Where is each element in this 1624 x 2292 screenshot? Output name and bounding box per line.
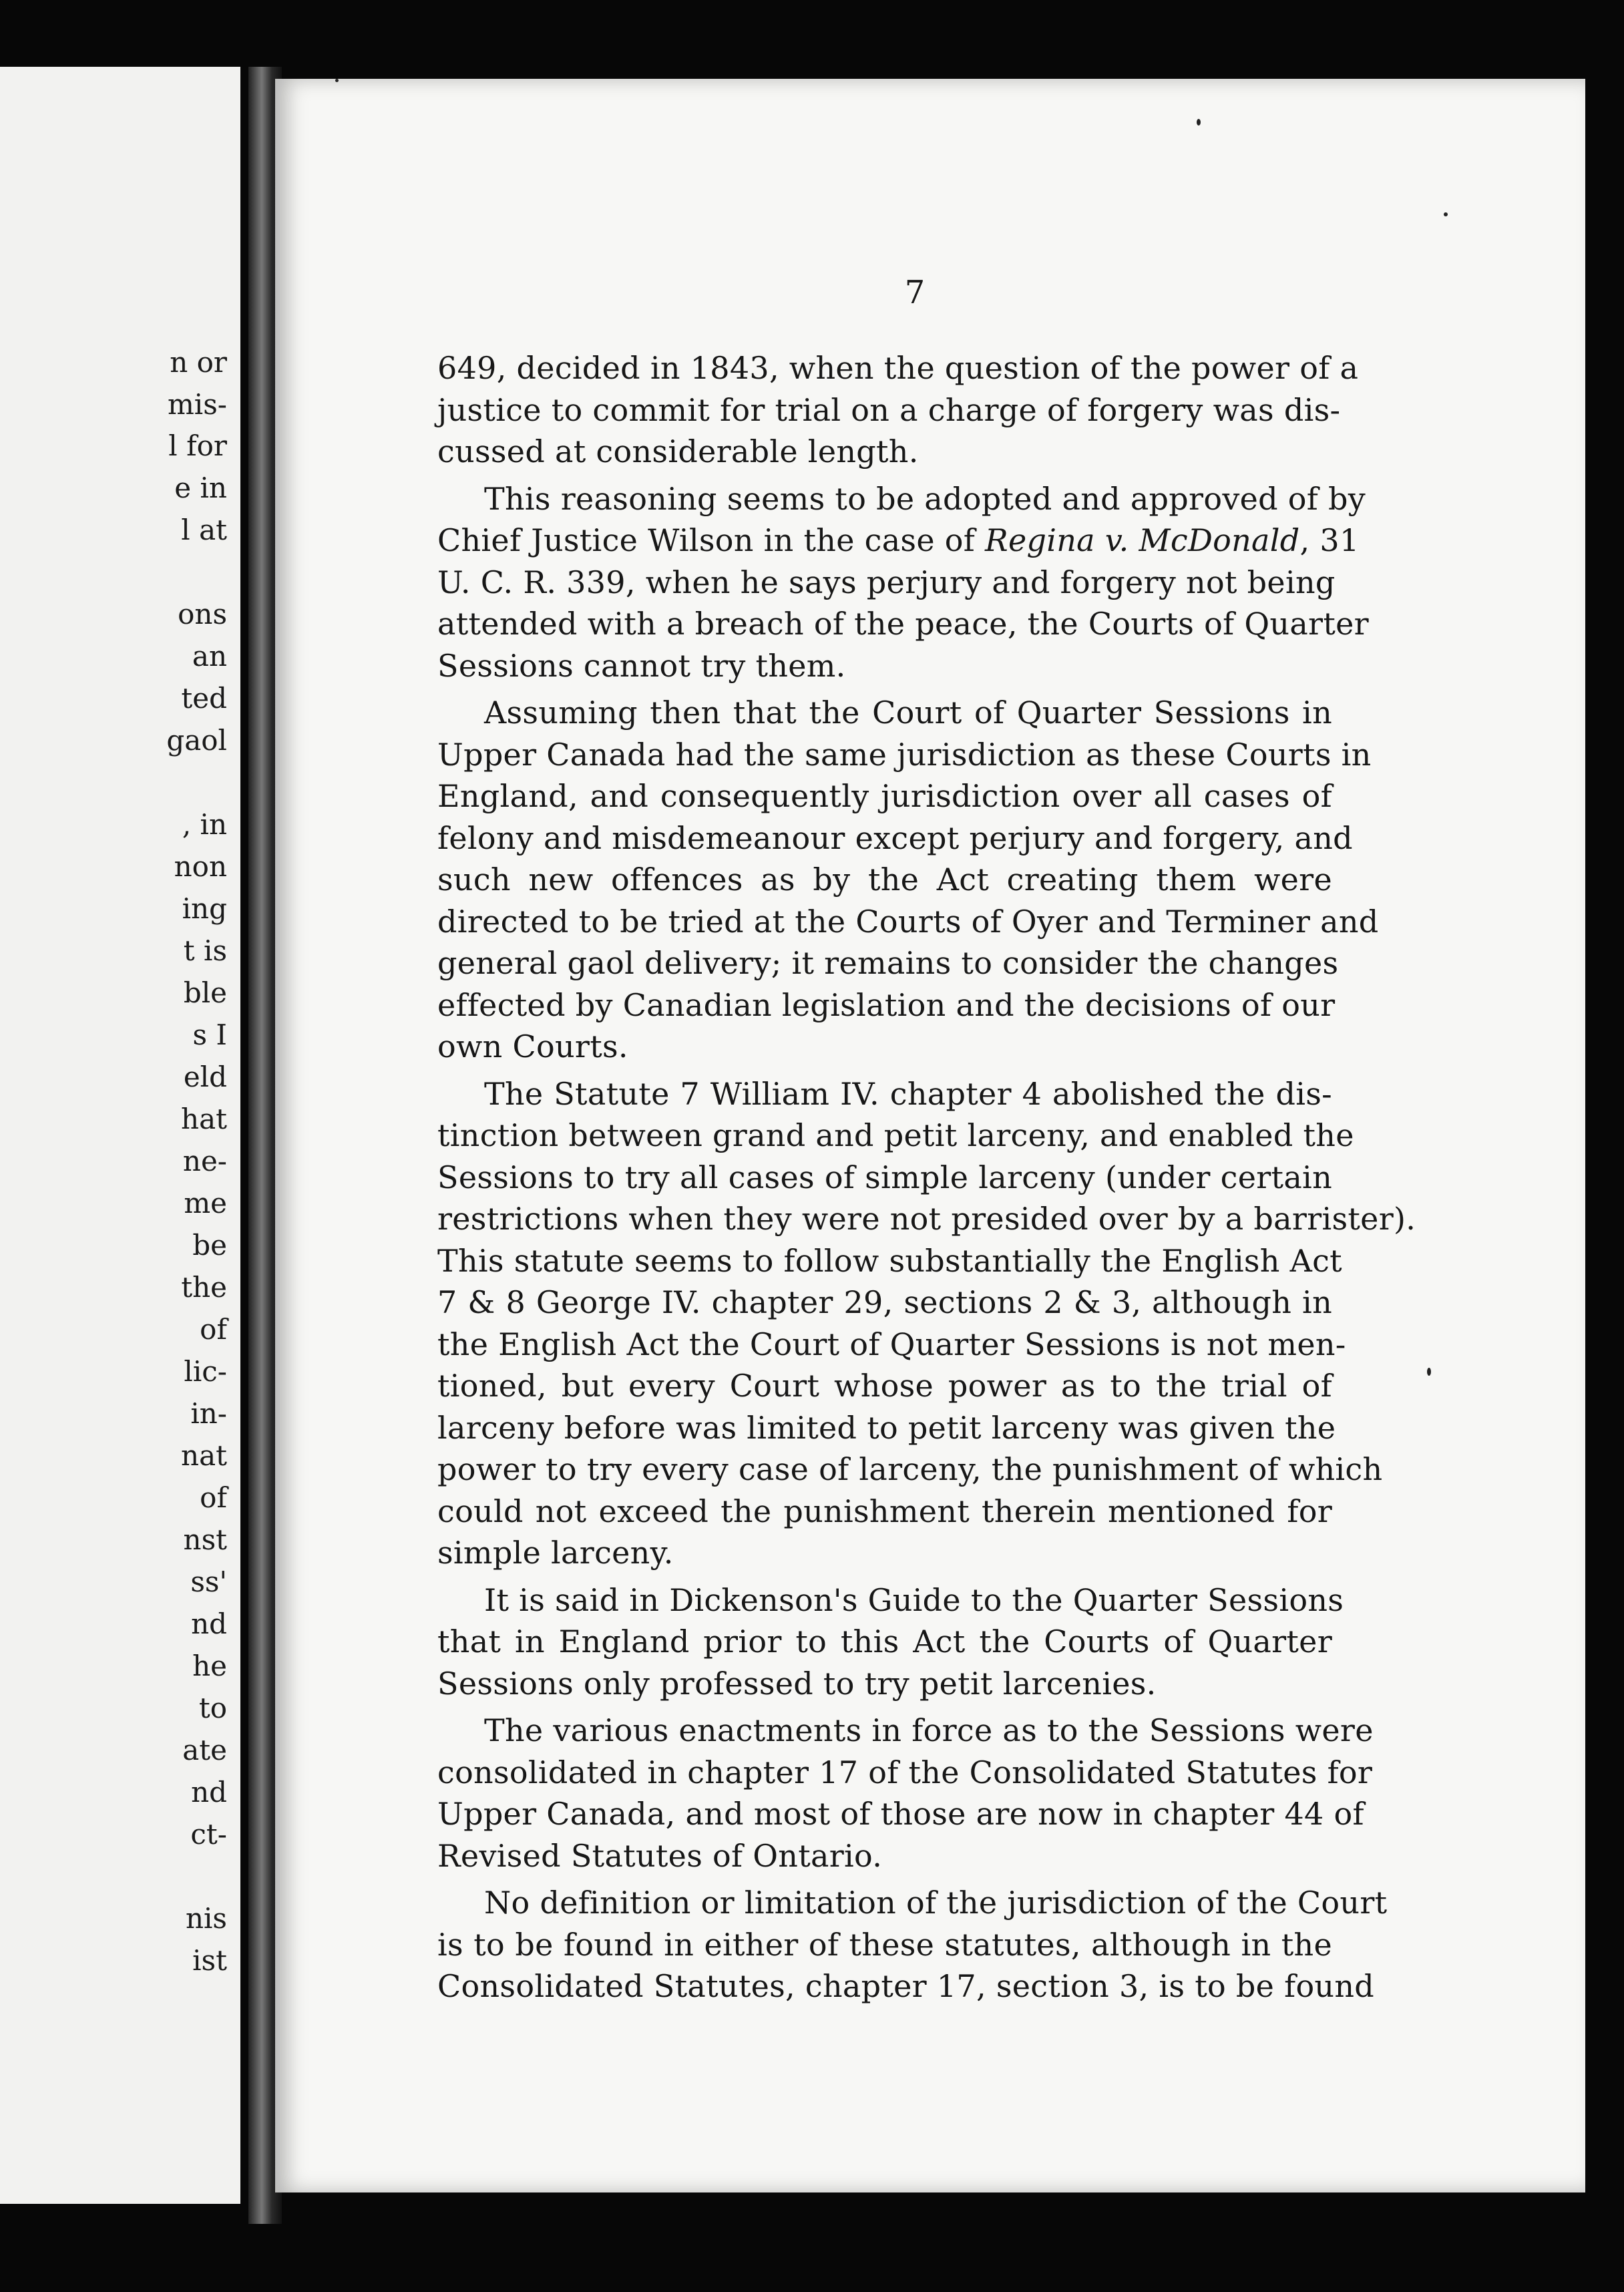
left-page-fragment: gaol <box>166 724 227 757</box>
text-line: Sessions cannot try them. <box>437 647 846 684</box>
left-page-fragment: , in <box>182 808 227 841</box>
left-page-fragment: to <box>198 1692 227 1724</box>
left-page-fragment: ne- <box>182 1145 227 1177</box>
left-page-fragment: ss' <box>190 1565 227 1598</box>
text-line: 7 & 8 George IV. chapter 29, sections 2 & 3, although in <box>437 1284 1332 1320</box>
left-page-fragment: non <box>174 850 227 883</box>
text-line: could not exceed the punishment therein mentioned for <box>437 1493 1332 1529</box>
text-line: Assuming then that the Court of Quarter Sessions in <box>484 695 1332 731</box>
left-page-fragment: e in <box>174 471 227 504</box>
left-page-fragment: n or <box>170 346 227 379</box>
left-page-fragment: lic- <box>184 1355 227 1388</box>
left-page-fragment: nat <box>181 1439 227 1472</box>
left-page-fragment: l for <box>168 429 227 462</box>
left-page-fragment: ist <box>192 1944 227 1977</box>
left-page-fragment: nd <box>191 1607 227 1640</box>
text-line: such new offences as by the Act creating them were <box>437 862 1332 898</box>
text-line: restrictions when they were not presided over by a barrister). <box>437 1201 1416 1237</box>
text-line: simple larceny. <box>437 1535 674 1571</box>
left-page-fragment: l at <box>181 514 227 546</box>
left-page-fragment: hat <box>181 1103 227 1135</box>
text-line: No definition or limitation of the jurisdiction of the Court <box>484 1885 1388 1921</box>
text-line: This reasoning seems to be adopted and approved of by <box>484 480 1366 517</box>
text-line: cussed at considerable length. <box>437 433 919 469</box>
left-page-fragment: ing <box>182 892 227 925</box>
text-line: tinction between grand and petit larceny, and enabled the <box>437 1117 1354 1153</box>
text-line: England, and consequently jurisdiction over all cases of <box>437 778 1332 814</box>
left-page-fragment: nis <box>185 1902 227 1935</box>
text-line: is to be found in either of these statutes, although in the <box>437 1926 1332 1963</box>
left-page-fragment: of <box>200 1313 227 1346</box>
paragraph <box>437 1710 1374 1877</box>
text-line: The various enactments in force as to the Sessions were <box>484 1712 1374 1748</box>
left-page-fragment: ble <box>183 976 227 1009</box>
text-line: own Courts. <box>437 1028 628 1065</box>
paragraph <box>437 1882 1388 2008</box>
text-line: power to try every case of larceny, the punishment of which <box>437 1451 1383 1487</box>
text-line: general gaol delivery; it remains to consider the changes <box>437 945 1339 981</box>
left-page-fragment: in- <box>190 1397 227 1430</box>
left-page-fragment: be <box>192 1229 227 1262</box>
text-line: Consolidated Statutes, chapter 17, section 3, is to be found <box>437 1968 1375 2004</box>
text-line: Revised Statutes of Ontario. <box>437 1837 883 1874</box>
text-line: Upper Canada had the same jurisdiction as these Courts in <box>437 736 1372 773</box>
left-page-fragment: me <box>184 1187 227 1219</box>
left-page-fragment: ted <box>181 682 227 715</box>
text-line: The Statute 7 William IV. chapter 4 abolished the dis- <box>484 1075 1332 1112</box>
left-page-fragment: he <box>192 1650 227 1682</box>
left-page-fragment: ct- <box>190 1818 227 1851</box>
paragraph <box>437 1579 1344 1705</box>
text-line: directed to be tried at the Courts of Oyer and Terminer and <box>437 903 1379 940</box>
text-line: U. C. R. 339, when he says perjury and forgery not being <box>437 564 1336 600</box>
text-line: attended with a breach of the peace, the Courts of Quarter <box>437 606 1369 642</box>
paragraph <box>437 692 1379 1068</box>
left-page-fragment: of <box>200 1481 227 1514</box>
text-line: This statute seems to follow substantially the English Act <box>437 1242 1342 1279</box>
scan-speck <box>1197 119 1201 126</box>
paragraph <box>437 478 1369 687</box>
text-line: Sessions to try all cases of simple larceny (under certain <box>437 1159 1332 1195</box>
left-page-fragment: t is <box>183 934 227 967</box>
left-page-fragment: mis- <box>167 388 227 421</box>
text-line: Sessions only professed to try petit larcenies. <box>437 1665 1157 1702</box>
paragraph <box>437 1073 1416 1574</box>
scan-speck <box>1444 212 1448 216</box>
text-line: larceny before was limited to petit larceny was given the <box>437 1409 1336 1446</box>
left-page-fragment: nst <box>183 1523 227 1556</box>
text-line: It is said in Dickenson's Guide to the Quarter Sessions <box>484 1581 1344 1618</box>
text-line: effected by Canadian legislation and the decisions of our <box>437 986 1336 1023</box>
scan-speck <box>335 79 339 82</box>
left-page-fragment: nd <box>191 1776 227 1808</box>
text-line: Upper Canada, and most of those are now in chapter 44 of <box>437 1796 1364 1832</box>
left-page-fragment: ons <box>178 598 227 630</box>
page-number: 7 <box>904 274 926 311</box>
text-line: justice to commit for trial on a charge of forgery was dis- <box>437 391 1341 428</box>
text-line: Chief Justice Wilson in the case of Regina v. McDonald, 31 <box>437 522 1360 558</box>
text-line: 649, decided in 1843, when the question of the power of a <box>437 350 1359 386</box>
paragraph <box>437 347 1359 473</box>
left-page-fragment: ate <box>182 1734 227 1766</box>
left-page-fragment: an <box>192 640 227 673</box>
left-page-fragment: s I <box>192 1018 227 1051</box>
text-line: tioned, but every Court whose power as to the trial of <box>437 1368 1332 1404</box>
case-name: Regina v. McDonald <box>985 522 1300 558</box>
left-page-fragment: the <box>181 1271 227 1304</box>
text-line: the English Act the Court of Quarter Sessions is not men- <box>437 1326 1346 1362</box>
text-line: consolidated in chapter 17 of the Consolidated Statutes for <box>437 1754 1373 1790</box>
left-page-fragment: eld <box>183 1061 227 1093</box>
text-line: felony and misdemeanour except perjury and forgery, and <box>437 819 1353 856</box>
scan-speck <box>1427 1368 1431 1376</box>
body-text <box>437 347 1416 2013</box>
text-line: that in England prior to this Act the Courts of Quarter <box>437 1624 1332 1660</box>
